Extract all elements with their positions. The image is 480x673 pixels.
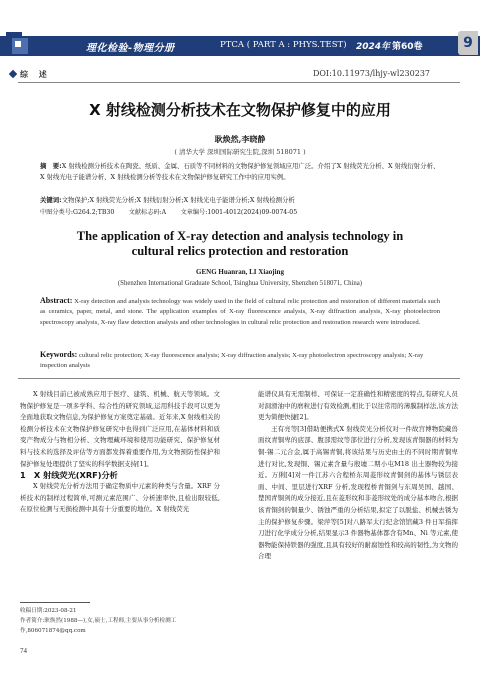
author-info: 作者简介:耿焕然(1988—),女,硕士,工程师,主要从事分析检测工作,806071874@qq.com [20, 618, 177, 634]
doi: DOI:10.11973/lhjy-wl230237 [312, 69, 430, 78]
title-en-line: The application of X-ray detection and analysis technology in [76, 229, 404, 243]
abstract-cn-text: X 射线检测分析技术在陶瓷、纸质、金属、石质等不同材料的文物保护修复领域应用广泛。介绍了X 射线荧光分析、X 射线衍射分析、X 射线光电子能谱分析、X 射线检测分析等技术在文物保护修复研究工作中的应用实例。 [40, 162, 440, 181]
body-paragraph: X 射线荧光分析方法用于确定物质中元素的种类与含量。XRF 分析技术的制样过程简单,可测元素范围广、分析速率快,且检出限较低,在原位检测与无损检测中具有十分重要的地位。X 射线荧光 [20, 482, 220, 514]
abstract-en-text: X-ray detection and analysis technology was widely used in the field of cultural relic protection and restoration of different materials such as ceramics, paper, metal, and stone. The application examples of X-ray fluorescence analysis, X-ray diffraction analysis, X-ray photoelectron spectroscopy analysis, X-ray flaw detection analysis and other technologies in cultural relic protection and restoration research were introduced. [40, 298, 440, 326]
keywords-en [40, 350, 440, 372]
issue-year: 2024年 [356, 42, 391, 52]
body-paragraph: 王有亮等[3]借助便携式X 射线荧光分析仪对一件故宫博物院藏兽面纹青铜卑的底部、腹部需纹等部位进行分析,发现该青铜器的材料为铜-锡二元合金,属于高锡青铜,将该结果与历史由土的不同时期青铜卑进行对比,发现铜、锡元素含量与殷墟二期小屯M18 出土器物较为接近。万俐[4]对一件江苏六合程桥东周菱形纹青铜剑的基体与锈层表面、中间、里层进行XRF 分析,发现程桥青铜剑与东周吴国、越国、楚国青铜剑的成分接近,且在菱形纹和非菱形纹处的成分基本吻合,根据该青铜剑的铜量少、锈蚀严重的分析结果,拟定了以脱盐、机械去锈为主的保护修复步骤。梁萍等[5]对八路军太行纪念馆馆藏3 件日军指挥刀进行化学成分分析,结果显示3 件器物基体都含有Mn、Ni 等元素,使器物能保持铁器的强度,且具有较好的耐腐蚀性和较高的韧性,为文物的合理 [258, 424, 459, 561]
abstract-cn-label: 摘 要: [40, 162, 62, 170]
divider [18, 82, 460, 83]
received-date: 收稿日期:2023-08-21 [20, 608, 77, 614]
authors-en: GENG Huanran, LI Xiaojing [196, 268, 284, 276]
abstract-cn [40, 161, 440, 183]
journal-name: 理化检验-物理分册 [86, 43, 175, 54]
abstract-en-label: Abstract: [40, 296, 73, 305]
keywords-en-label: Keywords: [40, 350, 78, 359]
body-paragraph: 能谱仪具有无需制样、可保证一定准确性和精密度的特点,有研究人员对洞滑油中的磨粒进行有效检测,相比于以往常用的薄膜制样法,该方法更为简便快捷[2]。 [258, 390, 458, 422]
keywords-cn-text: 文物保护;X 射线荧光分析;X 射线衍射分析;X 射线光电子能谱分析;X 射线检测分析 [61, 196, 295, 204]
article-number: 文章编号:1001-4012(2024)09-0074-05 [180, 209, 298, 216]
affiliation-en: (Shenzhen International Graduate School, Tsinghua University, Shenzhen 518071, China) [117, 280, 363, 287]
keywords-en-text: cultural relic protection; X-ray fluorescence analysis; X-ray diffraction analysis; X-ray photoelectron spectroscopy analysis; X-ray inspection analysis [40, 352, 424, 370]
meta-cn [40, 207, 297, 216]
page-tab: 9 [458, 31, 478, 55]
section-heading: 1 X 射线荧光(XRF)分析 [20, 470, 118, 481]
title-cn: X 射线检测分析技术在文物保护修复中的应用 [89, 101, 391, 119]
affiliation-cn: ( 清华大学 深圳国际研究生院,深圳 518071 ) [174, 148, 306, 156]
keywords-cn-label: 关键词: [40, 196, 62, 204]
footnote-divider [20, 602, 90, 603]
keywords-cn [40, 195, 440, 205]
journal-logo-icon [4, 30, 30, 56]
page-number: 74 [20, 647, 27, 655]
divider [18, 378, 460, 379]
footnote [20, 606, 225, 636]
title-en [0, 229, 480, 259]
doc-code: 文献标志码:A [128, 209, 167, 216]
body-paragraph: X 射线目前已被成熟应用于医疗、建筑、机械、航天等领域。文物保护修复是一项多学科、综合性的研究领域,运用科技手段可以更为全面地获取文物信息,为保护修复方案奠定基础。近年来,X 射线相关的检测分析技术在文物保护修复研究中也得到广泛应用,在基体材料和质变产物成分与物相分析、文物埋藏环境和使用功能研究、保护修复材料与技术的选择及评估等方面都发挥着重要作用,为文物预防性保护和保护修复处理提供了坚实的科学数据支持[1]。 [20, 390, 220, 468]
section-label: 综 述 [20, 70, 51, 79]
journal-section-en: PTCA ( PART A : PHYS.TEST) [220, 40, 347, 50]
body-column-left [20, 389, 220, 516]
clc-number: 中图分类号:G264.2;TB30 [40, 209, 115, 216]
body-column-right [258, 389, 458, 563]
title-en-line: cultural relics protection and restoration [131, 244, 349, 258]
authors-cn: 耿焕然,李晓静 [214, 134, 266, 144]
issue-volume: 第60卷 [392, 42, 423, 52]
abstract-en [40, 296, 440, 328]
